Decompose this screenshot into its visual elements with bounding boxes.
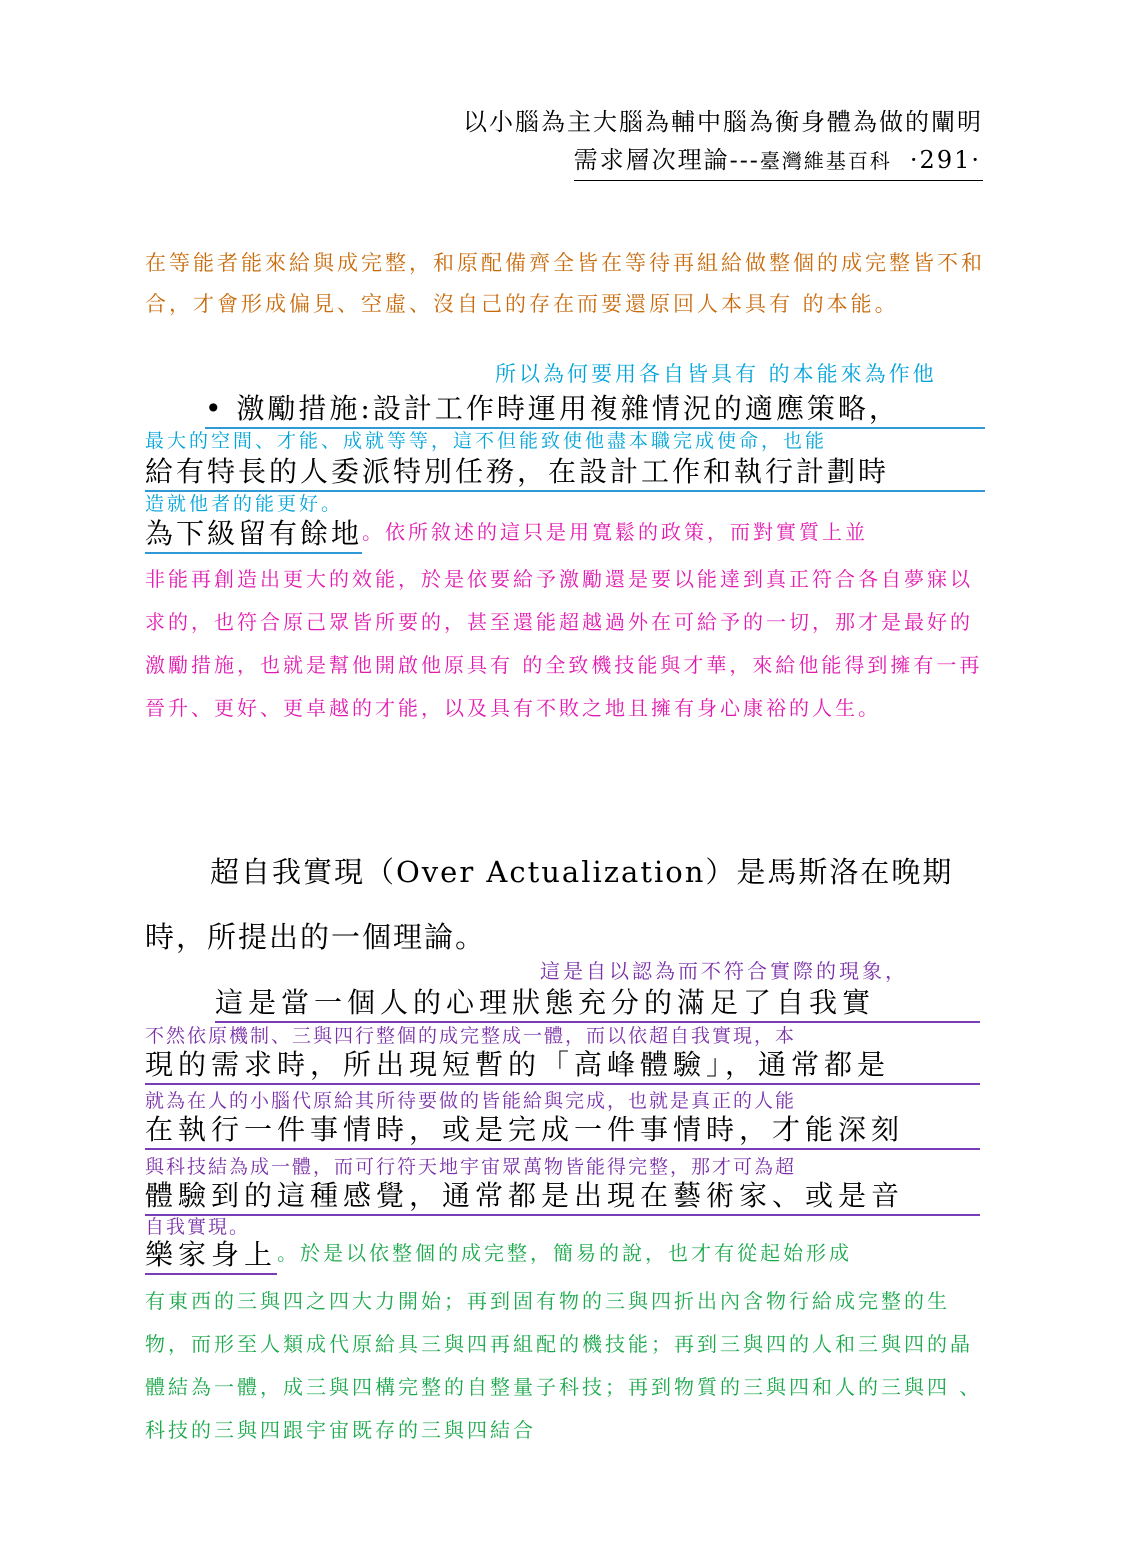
purple-note-4: 自我實現。	[145, 1216, 251, 1238]
cyan-note-1: 最大的空間、才能、成就等等，這不但能致使他盡本職完成使命，也能	[145, 430, 828, 452]
peak-line-5: 樂家身上	[145, 1233, 277, 1275]
header-title: 以小腦為主大腦為輔中腦為衡身體為做的闡明	[463, 108, 983, 136]
cyan-note-top: 所以為何要用各自皆具有 的本能來為作他	[495, 362, 937, 386]
peak-line-5-row	[145, 1233, 995, 1275]
purple-note-2: 就為在人的小腦代原給其所待要做的皆能給與完成，也就是真正的人能	[145, 1090, 797, 1112]
peak-line-2: 現的需求時，所出現短暫的「高峰體驗」，通常都是	[145, 1043, 980, 1085]
over-actualization-line-1: 超自我實現（Over Actualization）是馬斯洛在晚期	[210, 855, 954, 889]
page-number: ·291·	[909, 146, 981, 174]
motivation-line-2: 給有特長的人委派特別任務，在設計工作和執行計劃時	[145, 450, 985, 492]
purple-note-top: 這是自以認為而不符合實際的現象，	[540, 959, 908, 983]
header-subtitle	[574, 143, 983, 181]
peak-line-4: 體驗到的這種感覺，通常都是出現在藝術家、或是音	[145, 1174, 980, 1216]
green-annotation-start: 。於是以依整個的成完整，簡易的說，也才有從起始形成	[277, 1241, 853, 1265]
motivation-line-3: 為下級留有餘地	[145, 512, 362, 554]
magenta-annotation-start: 。依所敘述的這只是用寬鬆的政策，而對實質上並	[362, 520, 869, 544]
green-annotation-paragraph: 有東西的三與四之四大力開始；再到固有物的三與四折出內含物行給成完整的生物，而形至人類成代原給具三與四再組配的機技能；再到三與四的人和三與四的晶體結為一體，成三與四構完整的自整量子科技；再到物質的三與四和人的三與四 、科技的三與四跟宇宙既存的三與四結合	[145, 1289, 983, 1442]
running-header	[463, 105, 983, 181]
peak-line-1: 這是當一個人的心理狀態充分的滿足了自我實	[215, 981, 980, 1023]
purple-note-3: 與科技結為成一體，而可行符天地宇宙眾萬物皆能得完整，那才可為超	[145, 1156, 797, 1178]
header-subtitle-small: 臺灣維基百科	[759, 149, 892, 173]
peak-line-3: 在執行一件事情時，或是完成一件事情時，才能深刻	[145, 1108, 980, 1150]
header-subtitle-main: 需求層次理論---	[573, 146, 760, 174]
magenta-annotation-paragraph: 非能再創造出更大的效能，於是依要給予激勵還是要以能達到真正符合各自夢寐以求的，也符合原己眾皆所要的，甚至還能超越過外在可給予的一切，那才是最好的激勵措施，也就是幫他開啟他原具有 的全致機技能與才華，來給他能得到擁有一再晉升、更好、更卓越的才能，以及具有不敗之地且擁有身心康裕的人生。	[145, 567, 983, 720]
orange-annotation-paragraph: 在等能者能來給與成完整，和原配備齊全皆在等待再組給做整個的成完整皆不和合，才會形成偏見、空虛、沒自己的存在而要還原回人本具有 的本能。	[145, 251, 985, 316]
cyan-note-2: 造就他者的能更好。	[145, 493, 344, 515]
purple-note-1: 不然依原機制、三與四行整個的成完整成一體，而以依超自我實現，本	[145, 1025, 797, 1047]
over-actualization-line-2: 時，所提出的一個理論。	[145, 920, 487, 954]
motivation-line-1: • 激勵措施:設計工作時運用複雜情況的適應策略，	[205, 387, 985, 429]
motivation-line-3-row	[145, 512, 990, 554]
